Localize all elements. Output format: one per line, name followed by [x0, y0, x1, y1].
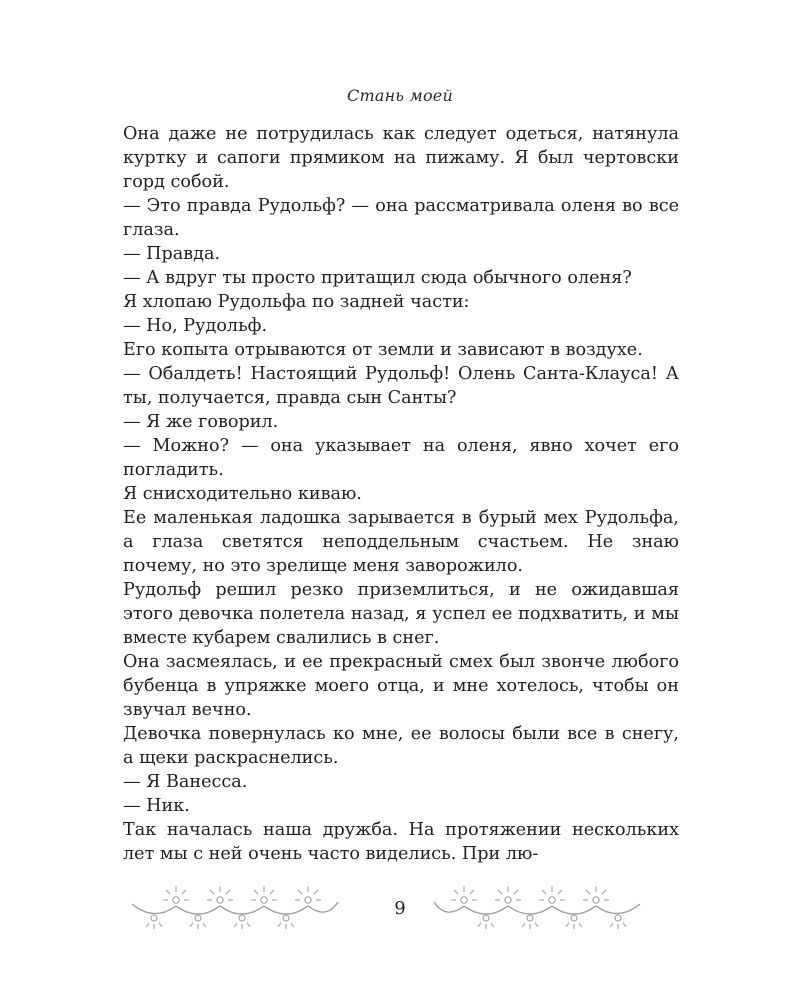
- body-text: [123, 122, 679, 866]
- page-footer: [0, 878, 800, 948]
- paragraph: Ее маленькая ладошка зарывается в бурый мех Рудольфа, а глаза светятся неподдельным счастьем. Не знаю почему, но это зрелище меня заворожило.: [123, 508, 679, 576]
- garland-ornament-right-icon: [432, 878, 642, 943]
- paragraph: — Я же говорил.: [123, 412, 279, 432]
- paragraph: Она засмеялась, и ее прекрасный смех был звонче любого бубенца в упряжке моего отца, и мне хотелось, чтобы он звучал вечно.: [123, 652, 679, 720]
- paragraph: Я снисходительно киваю.: [123, 484, 362, 504]
- paragraph: — Можно? — она указывает на оленя, явно хочет его погладить.: [123, 436, 679, 480]
- paragraph: Я хлопаю Рудольфа по задней части:: [123, 292, 470, 312]
- page-number: 9: [394, 898, 406, 919]
- paragraph: Рудольф решил резко приземлиться, и не ожидавшая этого девочка полетела назад, я успел ее подхватить, и мы вместе кубарем свалились в снег.: [123, 580, 679, 648]
- paragraph: — Но, Рудольф.: [123, 316, 268, 336]
- paragraph: Она даже не потрудилась как следует одеться, натянула куртку и сапоги прямиком на пижаму. Я был чертовски горд собой.: [123, 124, 679, 192]
- paragraph: Его копыта отрываются от земли и зависают в воздухе.: [123, 340, 643, 360]
- paragraph: — Я Ванесса.: [123, 772, 248, 792]
- paragraph: — Ник.: [123, 796, 190, 816]
- paragraph: Так началась наша дружба. На протяжении нескольких лет мы с ней очень часто виделись. При лю-: [123, 820, 679, 864]
- running-header: Стань моей: [347, 86, 453, 105]
- paragraph: — А вдруг ты просто притащил сюда обычного оленя?: [123, 268, 632, 288]
- paragraph: — Это правда Рудольф? — она рассматривала оленя во все глаза.: [123, 196, 679, 240]
- paragraph: — Обалдеть! Настоящий Рудольф! Олень Санта-Клауса! А ты, получается, правда сын Санты?: [123, 364, 679, 408]
- paragraph: — Правда.: [123, 244, 221, 264]
- paragraph: Девочка повернулась ко мне, ее волосы были все в снегу, а щеки раскраснелись.: [123, 724, 679, 768]
